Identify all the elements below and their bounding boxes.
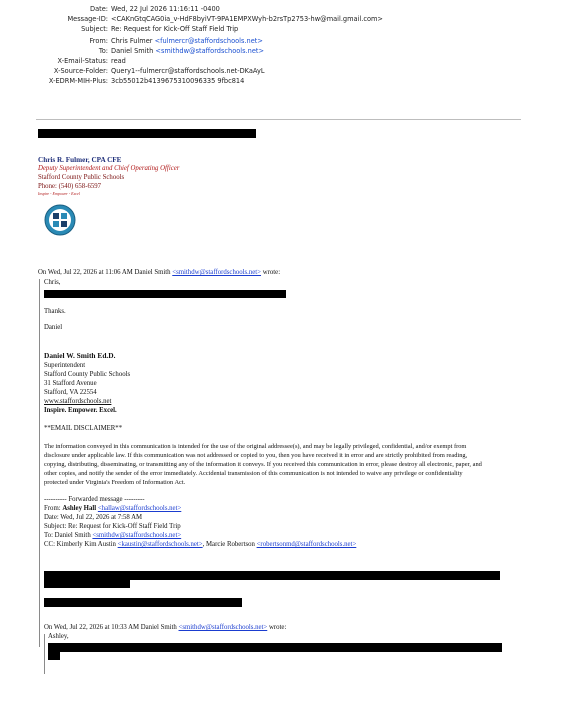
disclaimer-heading: **EMAIL DISCLAIMER**	[44, 425, 123, 432]
forwarded-cc-separator: , Marcie Robertson	[202, 541, 257, 548]
forwarded-cc-email-link[interactable]: <robertsonmd@staffordschools.net>	[256, 541, 357, 548]
header-row	[36, 15, 383, 24]
header-value: read	[111, 57, 126, 65]
header-email-link[interactable]: <fulmercr@staffordschools.net>	[154, 37, 263, 45]
header-label: Subject:	[81, 25, 108, 33]
forwarded-cc	[44, 541, 356, 550]
header-label: To:	[98, 47, 108, 55]
redaction-bar	[44, 598, 242, 607]
signature-title: Deputy Superintendent and Chief Operating Officer	[38, 165, 180, 172]
forwarded-subject: Subject: Re: Request for Kick-Off Staff Field Trip	[44, 523, 181, 530]
forwarded-from	[44, 505, 181, 514]
forwarded-from-name: Ashley Hall	[62, 505, 97, 512]
signature-tagline: Inspire - Empower - Excel	[38, 191, 81, 196]
header-value: <CAKnGtqCAG0ia_v-HdF8byiVT-9PA1EMPXWyh-b2rsTp2753-hw@mail.gmail.com>	[111, 15, 383, 23]
reply-intro-suffix: wrote:	[261, 269, 281, 276]
header-row	[36, 57, 126, 66]
greeting: Chris,	[44, 279, 61, 286]
reply-intro-email-link[interactable]: <smithdw@staffordschools.net>	[172, 269, 262, 276]
header-row	[36, 67, 265, 76]
forwarded-from-label: From:	[44, 505, 63, 512]
signature-phone: Phone: (540) 658-6597	[38, 183, 102, 190]
reply-intro-text: On Wed, Jul 22, 2026 at 11:06 AM Daniel Smith	[38, 269, 173, 276]
quote-bar	[44, 634, 45, 674]
forwarded-cc-label: CC: Kimberly Kim Austin	[44, 541, 118, 548]
forwarded-cc-email-link[interactable]: <kaustin@staffordschools.net>	[117, 541, 203, 548]
signature-name: Chris R. Fulmer, CPA CFE	[38, 156, 122, 164]
signature2-name: Daniel W. Smith Ed.D.	[44, 351, 116, 360]
reply-intro	[38, 269, 280, 278]
disclaimer-line: The information conveyed in this communication is intended for the use of the original addressee(s), and may be legally privileged, confidential, and/or exempt from	[44, 443, 467, 450]
forwarded-to	[44, 532, 181, 541]
redaction-bar	[48, 643, 502, 652]
redaction-bar	[48, 652, 60, 660]
signature2-org: Stafford County Public Schools	[44, 371, 131, 378]
reply2-intro-suffix: wrote:	[267, 624, 287, 631]
school-logo-icon	[44, 204, 76, 236]
forwarded-to-label: To: Daniel Smith	[44, 532, 93, 539]
quote-bar	[39, 279, 40, 647]
signature2-street: 31 Stafford Avenue	[44, 380, 97, 387]
header-value: Chris Fulmer	[111, 37, 155, 45]
header-divider	[36, 119, 521, 120]
signature2-website-link[interactable]: www.staffordschools.net	[44, 398, 112, 405]
signature2-motto: Inspire. Empower. Excel.	[44, 407, 117, 414]
header-label: X-Email-Status:	[57, 57, 108, 65]
header-row	[36, 47, 264, 56]
disclaimer-line: disclosure under applicable law. If this communication was not addressed or copied to you, then you have received it in error and are strictly prohibited from reading,	[44, 452, 468, 459]
signature2-title: Superintendent	[44, 362, 86, 369]
header-value: Query1--fulmercr@staffordschools.net-DKaAyL	[111, 67, 265, 75]
reply2-greeting: Ashley,	[48, 633, 69, 640]
header-label: From:	[89, 37, 108, 45]
signature2-city: Stafford, VA 22554	[44, 389, 97, 396]
header-value: Wed, 22 Jul 2026 11:16:11 -0400	[111, 5, 220, 13]
disclaimer-line: copying, distributing, disseminating, or transmitting any of the information it conveys. If you received this communication in error, please destroy all electronic, paper, and	[44, 461, 482, 468]
signoff-line: Daniel	[44, 324, 63, 331]
header-value: Daniel Smith	[111, 47, 156, 55]
redaction-bar	[44, 290, 286, 298]
header-row	[36, 25, 238, 34]
redaction-bar	[44, 571, 500, 580]
header-label: Date:	[90, 5, 108, 13]
reply2-intro-email-link[interactable]: <smithdw@staffordschools.net>	[178, 624, 268, 631]
forwarded-from-email-link[interactable]: <hallaw@staffordschools.net>	[97, 505, 182, 512]
disclaimer-line: other copies, and notify the sender of the error immediately. Accidental transmission of this communication is not intended to waive any privilege or confidentiality	[44, 470, 463, 477]
thanks-line: Thanks.	[44, 308, 66, 315]
redaction-bar	[38, 129, 256, 138]
forwarded-date: Date: Wed, Jul 22, 2026 at 7:58 AM	[44, 514, 143, 521]
disclaimer-line: protected under Virginia's Freedom of Information Act.	[44, 479, 186, 486]
forwarded-to-email-link[interactable]: <smithdw@staffordschools.net>	[92, 532, 182, 539]
header-value: Re: Request for Kick-Off Staff Field Trip	[111, 25, 239, 33]
redaction-bar	[44, 580, 130, 588]
header-row	[36, 77, 244, 86]
reply2-intro-text: On Wed, Jul 22, 2026 at 10:33 AM Daniel Smith	[44, 624, 179, 631]
header-row	[36, 5, 220, 14]
header-label: X-Source-Folder:	[53, 67, 108, 75]
forwarded-marker: ---------- Forwarded message ---------	[44, 496, 145, 503]
header-label: Message-ID:	[67, 15, 108, 23]
header-email-link[interactable]: <smithdw@staffordschools.net>	[155, 47, 265, 55]
header-row	[36, 37, 263, 46]
header-label: X-EDRM-MIH-Plus:	[48, 77, 108, 85]
reply2-intro	[44, 624, 286, 633]
signature-org: Stafford County Public Schools	[38, 174, 125, 181]
header-value: 3cb55012b4139675310096335 9fbc814	[111, 77, 245, 85]
